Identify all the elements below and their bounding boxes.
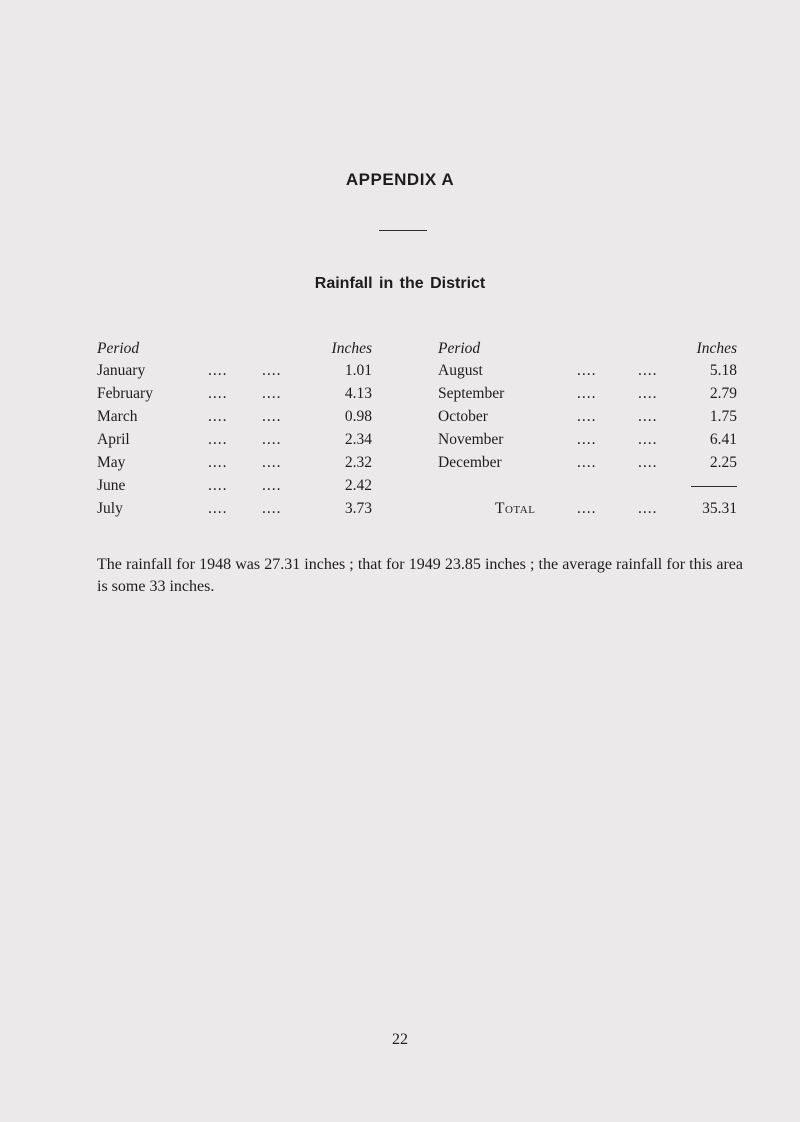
rainfall-value: 5.18 — [709, 362, 737, 379]
leader-dots: .... — [262, 385, 282, 402]
leader-dots: .... — [577, 454, 597, 471]
rainfall-value: 2.32 — [344, 454, 372, 471]
right-period-header: Period — [438, 340, 481, 357]
title-divider — [379, 230, 427, 231]
rainfall-value: 4.13 — [344, 385, 372, 402]
rainfall-value: 2.42 — [344, 477, 372, 494]
leader-dots: .... — [638, 408, 658, 425]
rainfall-value: 6.41 — [709, 431, 737, 448]
rainfall-value: 3.73 — [344, 500, 372, 517]
leader-dots: .... — [262, 477, 282, 494]
month-label: October — [438, 408, 488, 425]
leader-dots: .... — [208, 454, 228, 471]
leader-dots: .... — [262, 408, 282, 425]
rainfall-value: 0.98 — [344, 408, 372, 425]
leader-dots: .... — [638, 500, 658, 517]
leader-dots: .... — [208, 362, 228, 379]
right-inches-header: Inches — [696, 340, 737, 357]
appendix-title: APPENDIX A — [345, 170, 455, 189]
month-label: December — [438, 454, 502, 471]
total-value: 35.31 — [702, 500, 737, 517]
leader-dots: .... — [262, 500, 282, 517]
rainfall-value: 1.75 — [709, 408, 737, 425]
leader-dots: .... — [577, 500, 597, 517]
leader-dots: .... — [208, 431, 228, 448]
leader-dots: .... — [577, 431, 597, 448]
rainfall-value: 2.34 — [344, 431, 372, 448]
leader-dots: .... — [262, 454, 282, 471]
leader-dots: .... — [262, 431, 282, 448]
rainfall-value: 2.25 — [709, 454, 737, 471]
leader-dots: .... — [638, 431, 658, 448]
month-label: February — [97, 385, 153, 402]
total-rule — [691, 486, 737, 487]
rainfall-value: 2.79 — [709, 385, 737, 402]
total-label: Total — [495, 500, 536, 517]
leader-dots: .... — [638, 454, 658, 471]
rainfall-value: 1.01 — [344, 362, 372, 379]
leader-dots: .... — [638, 362, 658, 379]
leader-dots: .... — [577, 362, 597, 379]
month-label: January — [97, 362, 146, 379]
month-label: May — [97, 454, 126, 471]
table-title: Rainfall in the District — [314, 275, 486, 292]
leader-dots: .... — [208, 385, 228, 402]
left-period-header: Period — [97, 340, 140, 357]
leader-dots: .... — [262, 362, 282, 379]
month-label: November — [438, 431, 504, 448]
month-label: March — [97, 408, 138, 425]
leader-dots: .... — [577, 408, 597, 425]
leader-dots: .... — [577, 385, 597, 402]
month-label: August — [438, 362, 483, 379]
leader-dots: .... — [208, 477, 228, 494]
left-inches-header: Inches — [331, 340, 372, 357]
rainfall-summary-paragraph: The rainfall for 1948 was 27.31 inches ; that for 1949 23.85 inches ; the average rainfall for this area is some 33 inches. — [97, 556, 743, 595]
month-label: September — [438, 385, 505, 402]
month-label: April — [97, 431, 130, 448]
leader-dots: .... — [638, 385, 658, 402]
month-label: June — [97, 477, 126, 494]
page-number: 22 — [392, 1031, 408, 1048]
leader-dots: .... — [208, 408, 228, 425]
month-label: July — [97, 500, 123, 517]
leader-dots: .... — [208, 500, 228, 517]
